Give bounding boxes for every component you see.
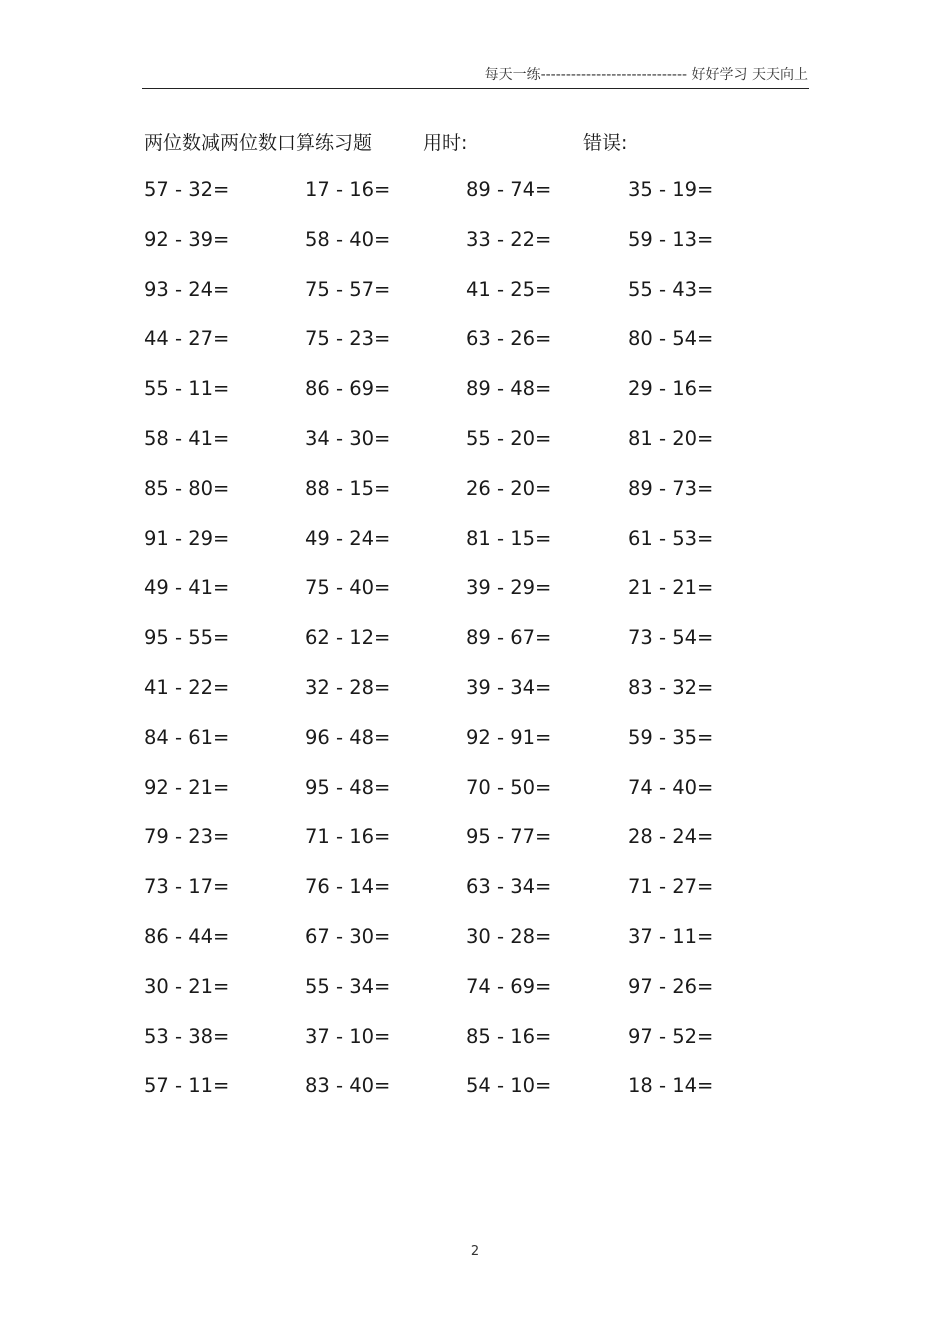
problem-item: 57 - 32= (144, 178, 230, 201)
problem-item: 33 - 22= (466, 228, 552, 251)
problem-item: 74 - 69= (466, 975, 552, 998)
problem-item: 71 - 27= (628, 875, 714, 898)
problem-item: 89 - 48= (466, 377, 552, 400)
problem-item: 91 - 29= (144, 527, 230, 550)
problem-item: 92 - 21= (144, 776, 230, 799)
problem-item: 53 - 38= (144, 1025, 230, 1048)
problem-item: 76 - 14= (305, 875, 391, 898)
problem-item: 26 - 20= (466, 477, 552, 500)
problem-item: 32 - 28= (305, 676, 391, 699)
problem-item: 18 - 14= (628, 1074, 714, 1097)
problem-item: 86 - 44= (144, 925, 230, 948)
problem-item: 30 - 21= (144, 975, 230, 998)
problem-item: 55 - 43= (628, 278, 714, 301)
problem-item: 44 - 27= (144, 327, 230, 350)
problem-item: 21 - 21= (628, 576, 714, 599)
problem-item: 54 - 10= (466, 1074, 552, 1097)
title-row (0, 128, 950, 158)
problem-item: 96 - 48= (305, 726, 391, 749)
problem-item: 85 - 16= (466, 1025, 552, 1048)
problem-item: 62 - 12= (305, 626, 391, 649)
time-label: 用时: (423, 132, 468, 154)
problem-item: 86 - 69= (305, 377, 391, 400)
problem-item: 83 - 32= (628, 676, 714, 699)
problem-item: 41 - 25= (466, 278, 552, 301)
header-slogan-2: 天天向上 (752, 67, 808, 83)
problem-item: 59 - 35= (628, 726, 714, 749)
problem-item: 59 - 13= (628, 228, 714, 251)
problem-item: 92 - 91= (466, 726, 552, 749)
problem-item: 37 - 11= (628, 925, 714, 948)
problem-item: 89 - 74= (466, 178, 552, 201)
problem-item: 63 - 34= (466, 875, 552, 898)
problem-item: 81 - 15= (466, 527, 552, 550)
problem-item: 71 - 16= (305, 825, 391, 848)
problem-item: 39 - 29= (466, 576, 552, 599)
problem-item: 73 - 54= (628, 626, 714, 649)
header-slogan-1: 好好学习 (691, 67, 748, 83)
problem-item: 83 - 40= (305, 1074, 391, 1097)
problem-item: 39 - 34= (466, 676, 552, 699)
problem-item: 95 - 48= (305, 776, 391, 799)
problem-item: 55 - 20= (466, 427, 552, 450)
problem-item: 75 - 40= (305, 576, 391, 599)
problem-item: 41 - 22= (144, 676, 230, 699)
problem-item: 93 - 24= (144, 278, 230, 301)
problem-item: 34 - 30= (305, 427, 391, 450)
problem-item: 75 - 23= (305, 327, 391, 350)
problem-item: 70 - 50= (466, 776, 552, 799)
problem-item: 29 - 16= (628, 377, 714, 400)
page-number: 2 (470, 1244, 480, 1259)
problem-item: 89 - 67= (466, 626, 552, 649)
error-label: 错误: (583, 132, 628, 154)
header-left-text: 每天一练 (484, 67, 541, 83)
problem-item: 97 - 52= (628, 1025, 714, 1048)
header-dashes: ----------------------------- (540, 67, 688, 83)
problem-item: 85 - 80= (144, 477, 230, 500)
problem-item: 30 - 28= (466, 925, 552, 948)
problem-item: 61 - 53= (628, 527, 714, 550)
problem-item: 74 - 40= (628, 776, 714, 799)
problem-item: 95 - 55= (144, 626, 230, 649)
problem-item: 49 - 24= (305, 527, 391, 550)
page-header (0, 64, 808, 86)
problem-item: 35 - 19= (628, 178, 714, 201)
problem-item: 92 - 39= (144, 228, 230, 251)
header-rule (142, 88, 809, 89)
problem-item: 97 - 26= (628, 975, 714, 998)
problem-item: 95 - 77= (466, 825, 552, 848)
problem-item: 55 - 11= (144, 377, 230, 400)
problem-item: 49 - 41= (144, 576, 230, 599)
problem-item: 37 - 10= (305, 1025, 391, 1048)
problem-item: 58 - 41= (144, 427, 230, 450)
problem-item: 55 - 34= (305, 975, 391, 998)
problem-item: 63 - 26= (466, 327, 552, 350)
problem-item: 57 - 11= (144, 1074, 230, 1097)
problem-item: 17 - 16= (305, 178, 391, 201)
problem-item: 84 - 61= (144, 726, 230, 749)
problem-item: 67 - 30= (305, 925, 391, 948)
problem-item: 81 - 20= (628, 427, 714, 450)
problem-item: 58 - 40= (305, 228, 391, 251)
worksheet-title: 两位数减两位数口算练习题 (144, 132, 373, 154)
problem-item: 75 - 57= (305, 278, 391, 301)
problem-item: 88 - 15= (305, 477, 391, 500)
problem-item: 73 - 17= (144, 875, 230, 898)
problem-item: 89 - 73= (628, 477, 714, 500)
problem-item: 28 - 24= (628, 825, 714, 848)
problem-item: 79 - 23= (144, 825, 230, 848)
problem-item: 80 - 54= (628, 327, 714, 350)
